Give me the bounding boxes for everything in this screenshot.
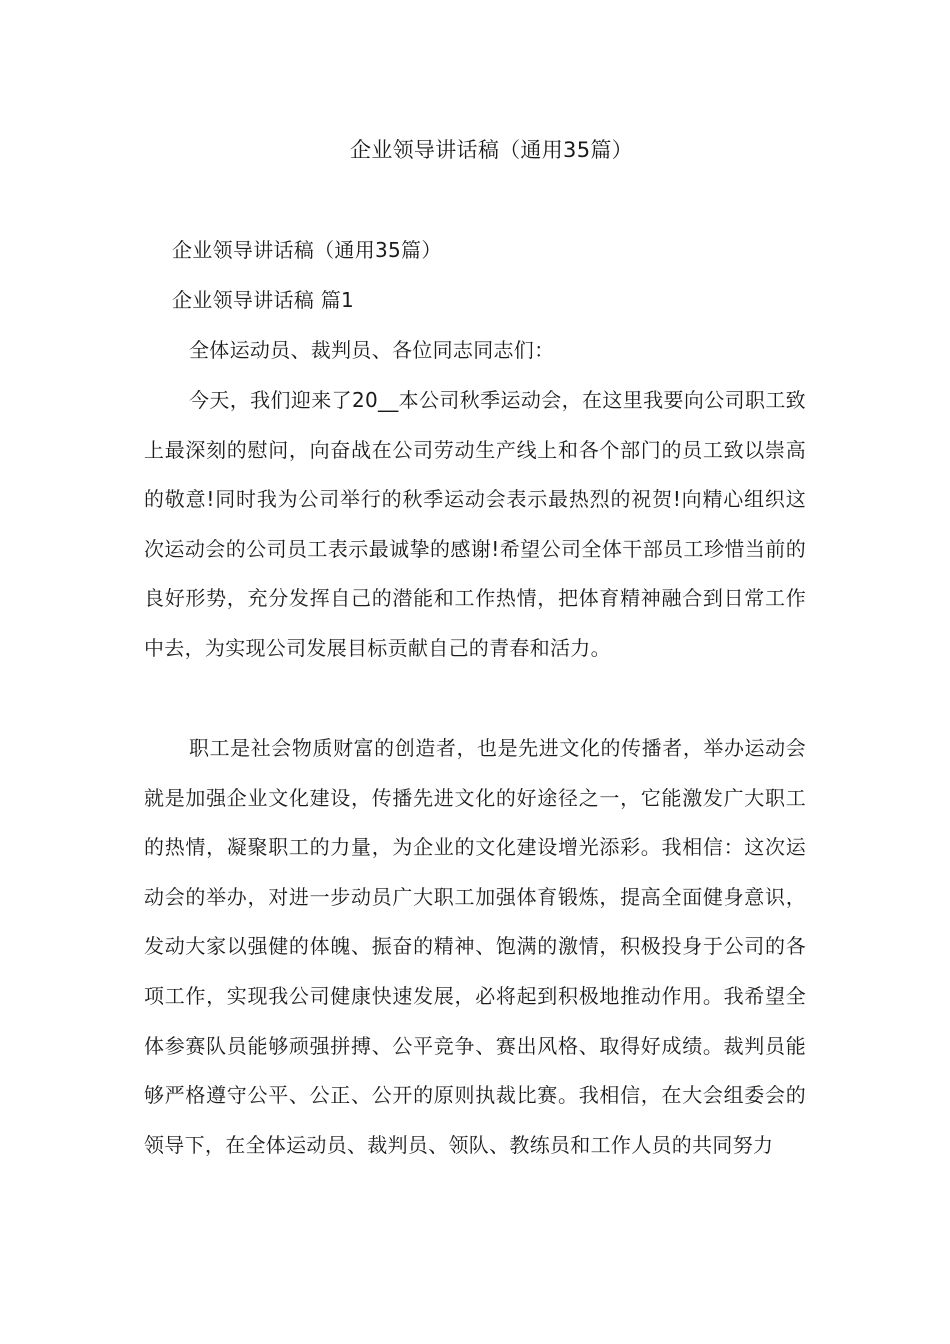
- body-paragraph: 职工是社会物质财富的创造者，也是先进文化的传播者，举办运动会就是加强企业文化建设，传播先进文化的好途径之一，它能激发广大职工的热情，凝聚职工的力量，为企业的文化建设增光添彩。我相信：这次运动会的举办，对进一步动员广大职工加强体育锻炼，提高全面健身意识，发动大家以强健的体魄、振奋的精神、饱满的激情，积极投身于公司的各项工作，实现我公司健康快速发展，必将起到积极地推动作用。我希望全体参赛队员能够顽强拼搏、公平竞争、赛出风格、取得好成绩。裁判员能够严格遵守公平、公正、公开的原则执裁比赛。我相信，在大会组委会的领导下，在全体运动员、裁判员、领队、教练员和工作人员的共同努力: [144, 736, 806, 1157]
- document-title: 企业领导讲话稿（通用35篇）: [350, 138, 633, 162]
- document-subtitle: 企业领导讲话稿（通用35篇）: [172, 238, 442, 262]
- body-paragraph: 今天，我们迎来了20__本公司秋季运动会，在这里我要向公司职工致上最深刻的慰问，向奋战在公司劳动生产线上和各个部门的员工致以崇高的敬意!同时我为公司举行的秋季运动会表示最热烈的祝贺!向精心组织这次运动会的公司员工表示最诚挚的感谢!希望公司全体干部员工珍惜当前的良好形势，充分发挥自己的潜能和工作热情，把体育精神融合到日常工作中去，为实现公司发展目标贡献自己的青春和活力。: [144, 388, 806, 660]
- salutation: 全体运动员、裁判员、各位同志同志们：: [189, 338, 555, 362]
- section-heading: 企业领导讲话稿 篇1: [172, 288, 355, 312]
